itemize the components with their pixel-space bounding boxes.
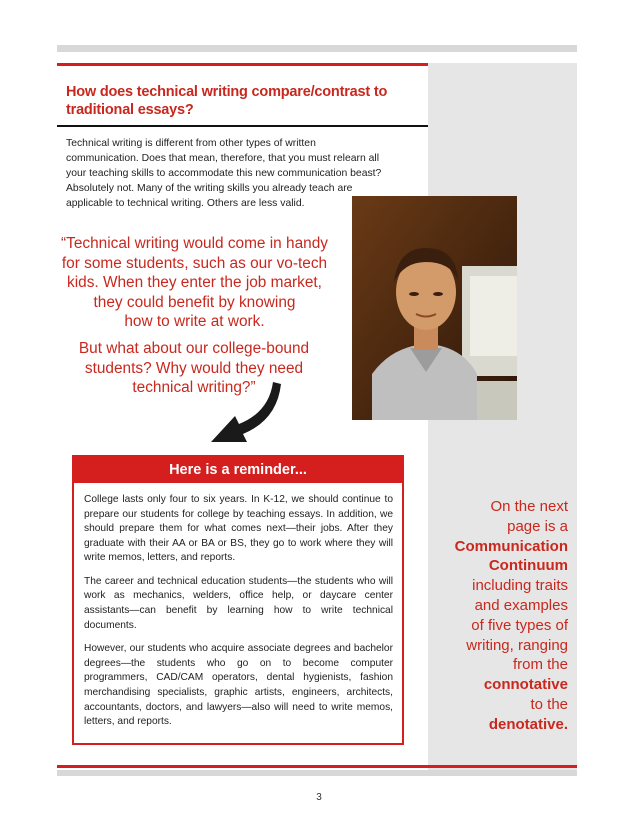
side-note-line: Continuum <box>488 557 568 575</box>
reminder-body <box>74 483 402 730</box>
pointing-arrow-icon <box>205 378 285 450</box>
footer-red-rule <box>57 765 577 768</box>
student-at-computer-photo <box>352 196 517 420</box>
page-number: 3 <box>316 792 322 803</box>
intro-line: your teaching skills to accommodate this new communication beast? <box>66 168 382 180</box>
intro-line: Absolutely not. Many of the writing skills you already teach are <box>66 183 353 195</box>
quote-line: But what about our college-bound <box>78 340 310 357</box>
heading-black-rule <box>57 125 428 127</box>
quote-line: for some students, such as our vo-tech <box>61 254 328 272</box>
reminder-title: Here is a reminder... <box>74 457 402 483</box>
side-note-line: from the <box>512 656 568 674</box>
quote-line: how to write at work. <box>124 313 265 331</box>
side-note-line: including traits <box>472 577 568 595</box>
quote-line: students? Why would they need <box>84 359 304 377</box>
footer-gray-rule <box>57 770 577 776</box>
quote-line: they could benefit by knowing <box>93 293 296 311</box>
reminder-paragraph: However, our students who acquire associate degrees and bachelor degrees—the students who go on to become computer programmers, CAD/CAM operators, dental hygienists, fashion merchandising specialists, graphic artists, engineers, architects, accountants, doctors, and lawyers—also will need to write memos, letters, and reports. <box>84 643 393 728</box>
heading-line: How does technical writing compare/contrast to <box>66 84 388 100</box>
quote-line: “Technical writing would come in handy <box>61 235 328 252</box>
heading-line: traditional essays? <box>66 101 194 118</box>
top-gray-rule <box>57 45 577 52</box>
pull-quote <box>52 234 337 332</box>
sidebar-note <box>438 497 568 735</box>
side-note-line: connotative <box>483 676 568 694</box>
section-heading <box>66 84 416 119</box>
heading-red-rule <box>57 63 428 66</box>
side-note-line: page is a <box>507 517 568 535</box>
quote-line: technical writing?” <box>132 379 256 397</box>
side-note-line: of five types of <box>471 616 568 634</box>
side-note-line: Communication <box>454 537 568 555</box>
reminder-box <box>72 455 404 745</box>
reminder-paragraph: The career and technical education students—the students who will work as mechanics, welders, office help, or daycare center assistants—can benefit by learning how to write technical documents. <box>84 575 393 631</box>
side-note-line: On the next <box>490 498 568 515</box>
intro-line: Technical writing is different from other types of written <box>66 138 316 149</box>
photo-illustration <box>352 196 517 420</box>
side-note-line: and examples <box>474 596 568 614</box>
quote-line: kids. When they enter the job market, <box>67 274 322 292</box>
side-note-line: writing, ranging <box>466 636 568 654</box>
intro-line: communication. Does that mean, therefore, that you must relearn all <box>66 153 380 165</box>
side-note-line: denotative. <box>488 715 568 733</box>
reminder-paragraph: College lasts only four to six years. In K-12, we should continue to prepare our students for college by teaching essays. In addition, we should prepare them for what comes next—their jobs. After they graduate with their AA or BA or BS, they go to work where they will write memos, letters, and reports. <box>84 494 393 564</box>
side-note-line: to the <box>530 695 568 713</box>
intro-line: applicable to technical writing. Others are less valid. <box>66 198 305 210</box>
